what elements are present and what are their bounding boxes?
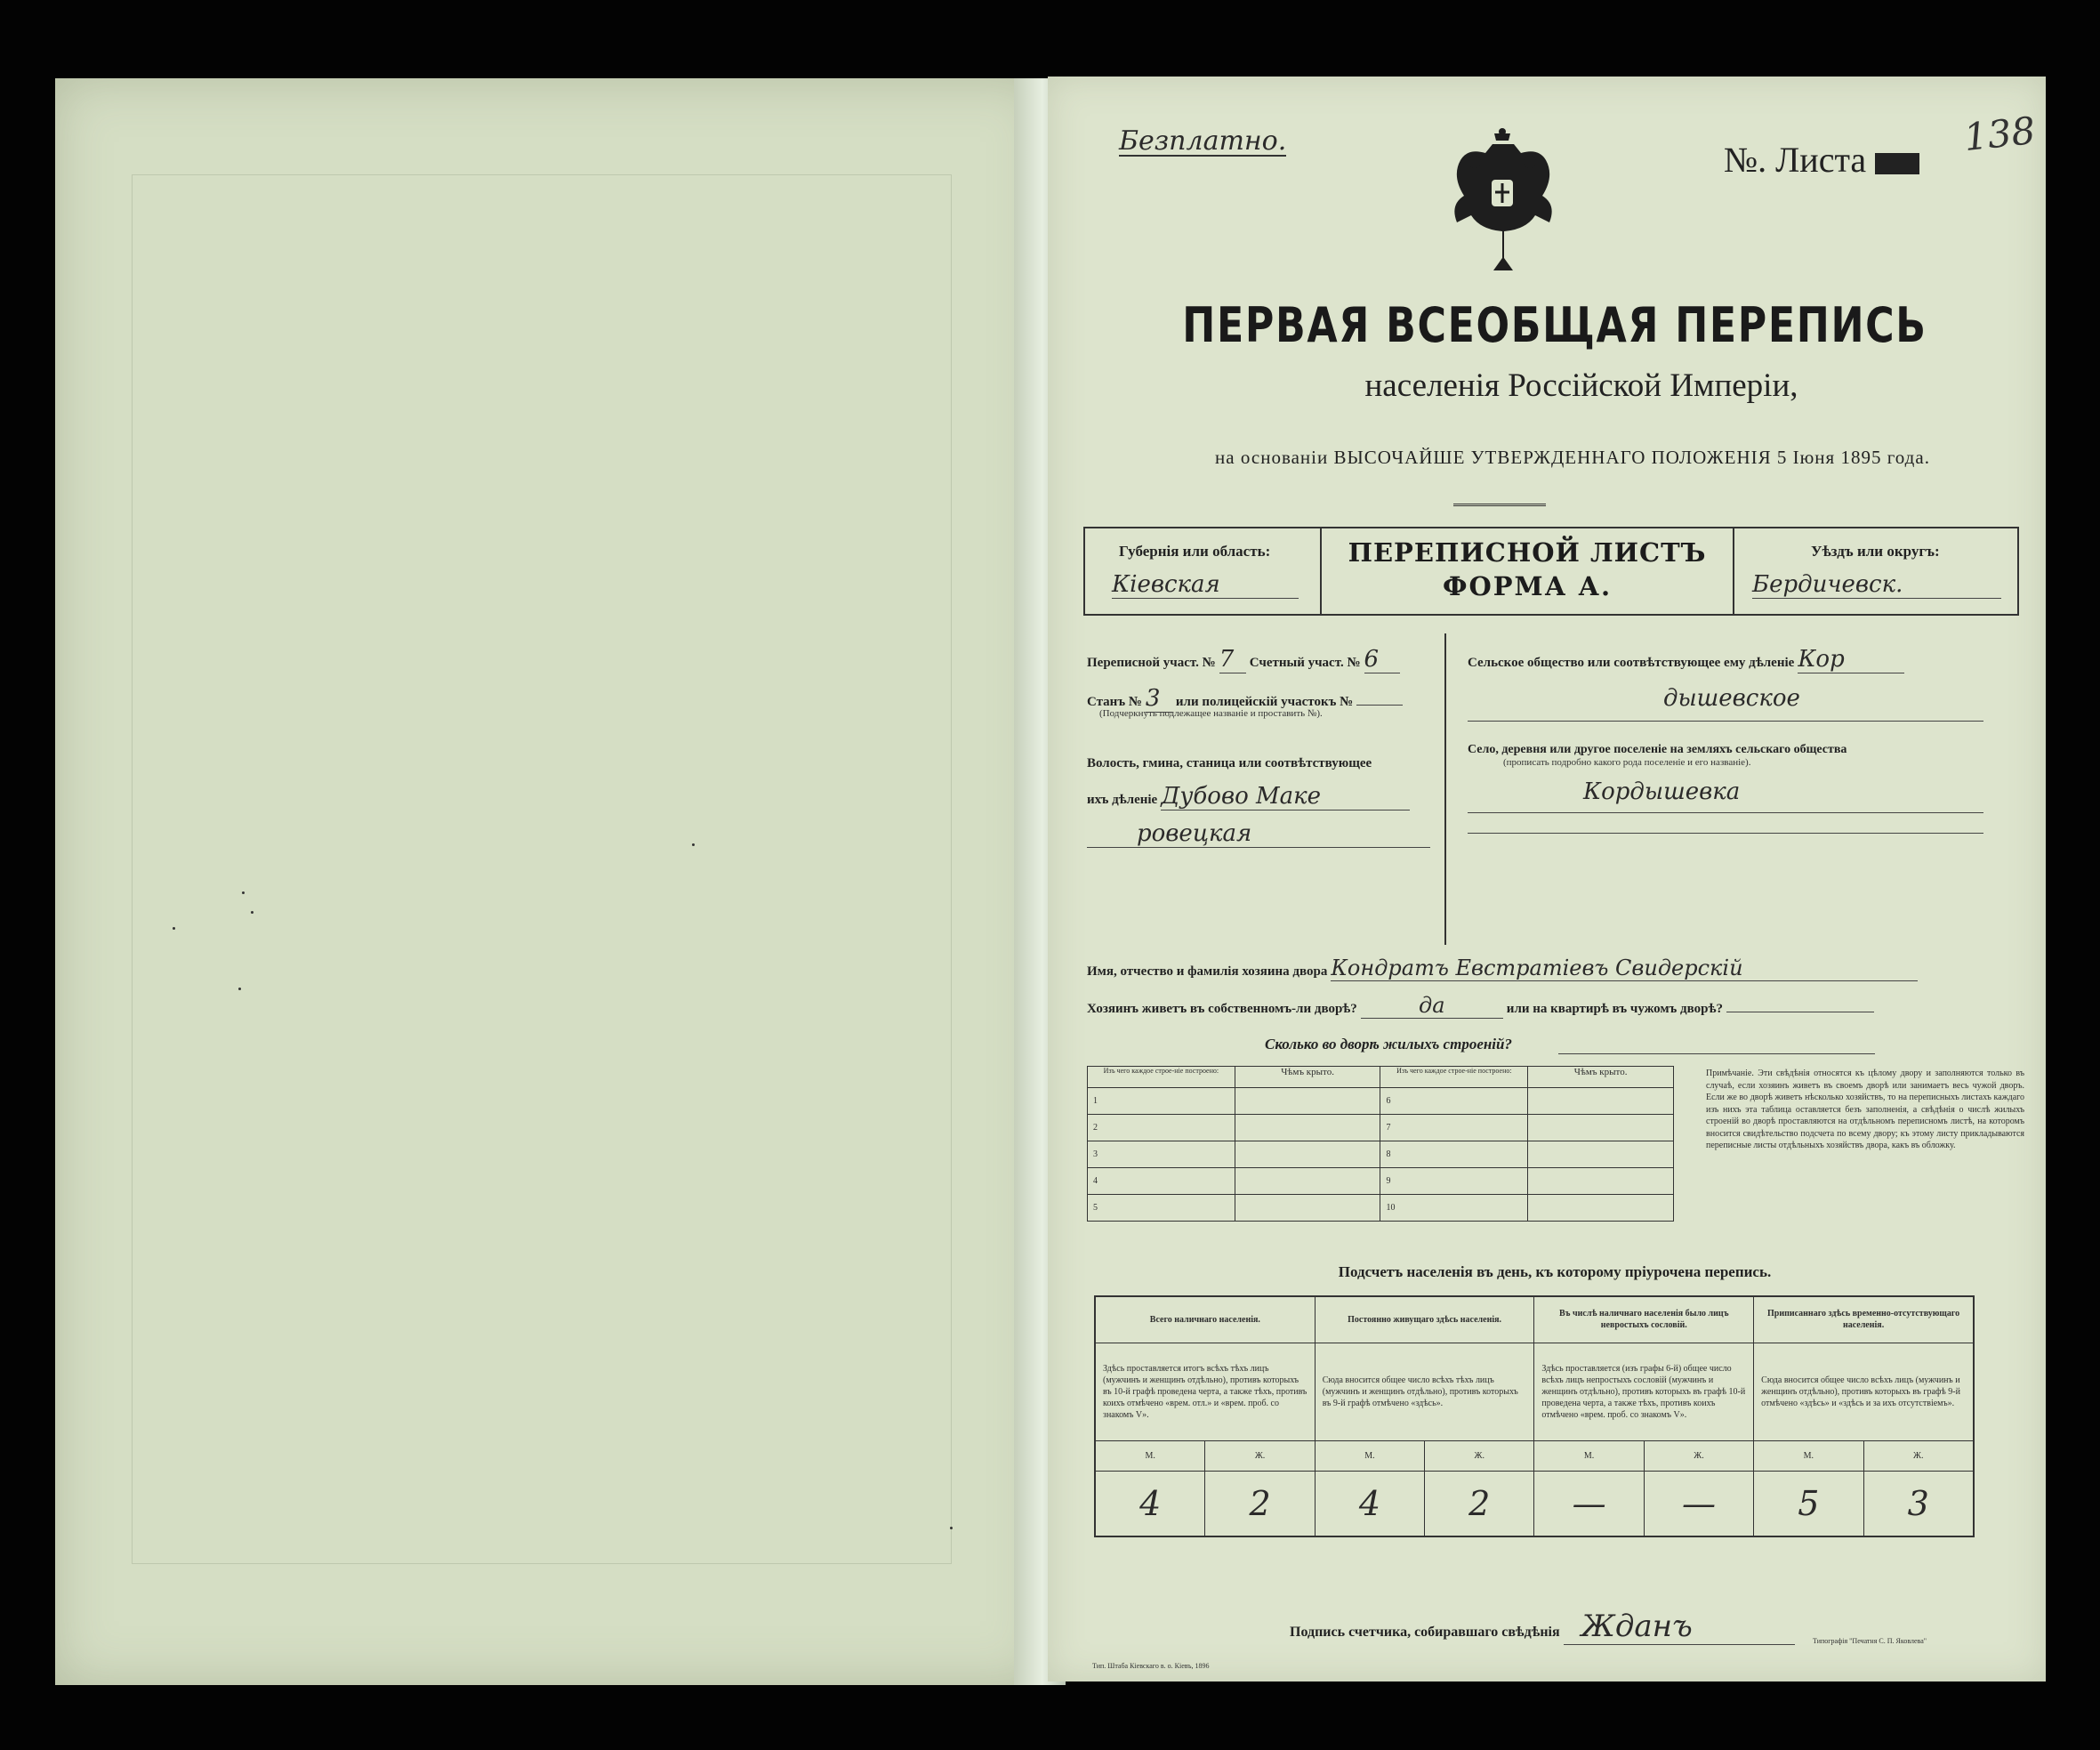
buildings-col-roof: Чѣмъ крыто. — [1235, 1067, 1380, 1088]
speck — [173, 927, 175, 930]
speck — [950, 1527, 953, 1529]
stan-label: Станъ № — [1087, 695, 1142, 709]
selo-label: Село, деревня или другое поселеніе на земляхъ сельскаго общества — [1468, 743, 1847, 756]
buildings-row-num: 9 — [1380, 1168, 1528, 1195]
buildings-row-num: 4 — [1088, 1168, 1235, 1195]
gubernia-label: Губернія или область: — [1119, 543, 1271, 560]
permanent-female: 2 — [1425, 1471, 1534, 1536]
male-header: М. — [1754, 1440, 1863, 1471]
pop-col-title: Приписаннаго здѣсь временно-отсутствующаго населенія. — [1754, 1296, 1974, 1343]
ornamental-divider — [1453, 504, 1546, 506]
buildings-note: Примѣчаніе. Эти свѣдѣнія относятся къ цѣлому двору и заполняются только въ случаѣ, если хозяинъ живетъ въ своемъ дворѣ или занимаетъ весь чужой дворъ. Если же во дворѣ живетъ нѣсколько хозяйствъ, то на переписныхъ листахъ каждаго изъ нихъ эта таблица оставляется безъ заполненія, а свѣдѣнія о числѣ жилыхъ строеній во дворѣ проставляются на отдѣльномъ переписномъ листѣ, на которомъ вносится свидѣтельство подсчета по всему двору; къ этому листу прикладываются переписные листы отдѣльныхъ хозяйствъ двора, какъ въ обложку. — [1706, 1069, 2024, 1150]
schetny-uch-value: 6 — [1364, 646, 1400, 673]
form-title-line2: ФОРМА А. — [1442, 571, 1613, 601]
permanent-male: 4 — [1315, 1471, 1424, 1536]
buildings-row-num: 5 — [1088, 1195, 1235, 1222]
perepis-uch-value: 7 — [1219, 646, 1246, 673]
form-title-line1: ПЕРЕПИСНОЙ ЛИСТЪ — [1348, 537, 1707, 568]
volost-value-1: Дубово Маке — [1161, 783, 1410, 810]
selskoe-value-1: Кор — [1798, 646, 1904, 673]
schetny-uch-label: Счетный участ. № — [1249, 656, 1361, 670]
pop-col-desc: Здѣсь проставляется (изъ графы 6-й) общее число всѣхъ лицъ непростыхъ сословій (мужчинъ и женщинъ отдѣльно), противъ которыхъ въ графѣ 10-й проведена черта, а также тѣхъ, противъ коихъ отмѣчено «врем. проб. со знакомъ V». — [1534, 1343, 1754, 1440]
uezd-label: Уѣздъ или округъ: — [1811, 543, 1940, 560]
pop-col-title: Постоянно живущаго здѣсь населенія. — [1315, 1296, 1534, 1343]
pop-col-title: Всего наличнаго населенія. — [1095, 1296, 1315, 1343]
volost-label-1: Волость, гмина, станица или соотвѣтствующее — [1087, 756, 1372, 770]
owner-lives-label: Хозяинъ живетъ въ собственномъ-ли дворѣ? — [1087, 1002, 1357, 1016]
volost-value-2: ровецкая — [1087, 820, 1430, 848]
pop-col-desc: Сюда вносится общее число всѣхъ тѣхъ лицъ (мужчинъ и женщинъ отдѣльно), противъ которыхъ въ 9-й графѣ отмѣчено «здѣсь». — [1315, 1343, 1534, 1440]
registered-absent-female: 3 — [1863, 1471, 1974, 1536]
stan-note: (Подчеркнуть подлежащее названіе и проставить №). — [1099, 708, 1323, 719]
buildings-row-num: 7 — [1380, 1115, 1528, 1141]
buildings-blank — [1558, 1053, 1875, 1054]
location-divider — [1444, 633, 1446, 945]
selskoe-label: Сельское общество или соотвѣтствующее ему дѣленіе — [1468, 656, 1795, 670]
police-label: или полицейскій участокъ № — [1175, 695, 1354, 709]
nonsimple-estate-female: — — [1644, 1471, 1753, 1536]
double-headed-eagle-emblem-icon — [1448, 126, 1557, 276]
location-left-block — [1087, 646, 1439, 848]
uezd-value: Бердичевск. — [1752, 571, 2001, 599]
nonsimple-estate-male: — — [1534, 1471, 1644, 1536]
buildings-row-num: 10 — [1380, 1195, 1528, 1222]
buildings-table — [1087, 1066, 1674, 1222]
free-label: Безплатно. — [1119, 125, 1287, 157]
selo-note: (прописать подробно какого рода поселеніе и его названіе). — [1503, 757, 1751, 768]
buildings-col-material-2: Изъ чего каждое строе-ніе построено: — [1380, 1067, 1528, 1088]
buildings-row-num: 3 — [1088, 1141, 1235, 1168]
left-page-frame — [132, 174, 952, 1564]
male-header: М. — [1315, 1440, 1424, 1471]
female-header: Ж. — [1425, 1440, 1534, 1471]
buildings-row-num: 2 — [1088, 1115, 1235, 1141]
gubernia-value: Кіевская — [1112, 571, 1299, 599]
volost-label-2: ихъ дѣленіе — [1087, 793, 1158, 807]
selo-value: Кордышевка — [1468, 778, 1983, 813]
buildings-row-num: 6 — [1380, 1088, 1528, 1115]
selskoe-value-2: дышевское — [1468, 685, 1983, 722]
census-main-title: ПЕРВАЯ ВСЕОБЩАЯ ПЕРЕПИСЬ — [1182, 297, 1927, 353]
location-right-block — [1468, 646, 2019, 834]
population-table — [1094, 1295, 1975, 1537]
owner-name-value: Кондратъ Евстратіевъ Свидерскій — [1331, 956, 1918, 981]
owner-rents-label: или на квартирѣ въ чужомъ дворѣ? — [1506, 1002, 1723, 1016]
total-present-female: 2 — [1205, 1471, 1315, 1536]
population-heading: Подсчетъ населенія въ день, къ которому пріурочена перепись. — [1338, 1263, 1772, 1280]
male-header: М. — [1534, 1440, 1644, 1471]
pop-col-desc: Сюда вносится общее число всѣхъ лицъ (мужчинъ и женщинъ отдѣльно), противъ которыхъ въ графѣ 9-й отмѣчено «здѣсь» и «здѣсь и за ихъ отсутствіемъ». — [1754, 1343, 1974, 1440]
buildings-label: Сколько во дворѣ жилыхъ строеній? — [1265, 1036, 1512, 1052]
owner-lives-value: да — [1361, 993, 1503, 1019]
form-header-box — [1083, 527, 2019, 616]
census-legal-basis: на основаніи ВЫСОЧАЙШЕ УТВЕРЖДЕННАГО ПОЛОЖЕНІЯ 5 Іюня 1895 года. — [1215, 447, 1930, 468]
census-form-page — [1048, 77, 2046, 1681]
police-blank — [1356, 705, 1403, 706]
printer-imprint-left: Тип. Штаба Кіевскаго в. о. Кіевъ, 1896 — [1092, 1662, 1210, 1670]
female-header: Ж. — [1863, 1440, 1974, 1471]
buildings-col-material: Изъ чего каждое строе-ніе построено: — [1088, 1067, 1235, 1088]
sheet-number-redacted — [1875, 153, 1919, 174]
perepis-uch-label: Переписной участ. № — [1087, 656, 1216, 670]
buildings-row-num: 8 — [1380, 1141, 1528, 1168]
speck — [692, 843, 695, 846]
total-present-male: 4 — [1095, 1471, 1205, 1536]
owner-name-label: Имя, отчество и фамилія хозяина двора — [1087, 964, 1328, 979]
buildings-row-num: 1 — [1088, 1088, 1235, 1115]
stan-value: 3 — [1146, 685, 1172, 713]
female-header: Ж. — [1205, 1440, 1315, 1471]
male-header: М. — [1095, 1440, 1205, 1471]
pop-col-title: Въ числѣ наличнаго населенія было лицъ невростыхъ сословій. — [1534, 1296, 1754, 1343]
speck — [238, 988, 241, 990]
counter-signature: Жданъ — [1564, 1609, 1795, 1645]
speck — [251, 911, 253, 914]
census-subtitle: населенія Россійской Имперіи, — [1364, 367, 1798, 404]
speck — [242, 891, 245, 894]
selo-blank-line — [1468, 833, 1983, 834]
female-header: Ж. — [1644, 1440, 1753, 1471]
registered-absent-male: 5 — [1754, 1471, 1863, 1536]
signature-label: Подпись счетчика, собиравшаго свѣдѣнія — [1290, 1625, 1560, 1640]
sheet-number-handwritten: 138 — [1961, 108, 2038, 160]
buildings-col-roof-2: Чѣмъ крыто. — [1528, 1067, 1674, 1088]
printer-imprint-right: Типографія "Печатня С. П. Яковлева" — [1813, 1637, 1927, 1645]
pop-col-desc: Здѣсь проставляется итогъ всѣхъ тѣхъ лицъ (мужчинъ и женщинъ отдѣльно), противъ которыхъ въ 10-й графѣ проведена черта, а также тѣхъ, противъ коихъ отмѣчено «врем. отл.» и «врем. проб. со знакомъ V». — [1095, 1343, 1315, 1440]
sheet-number-label: №. Листа — [1724, 140, 1867, 180]
